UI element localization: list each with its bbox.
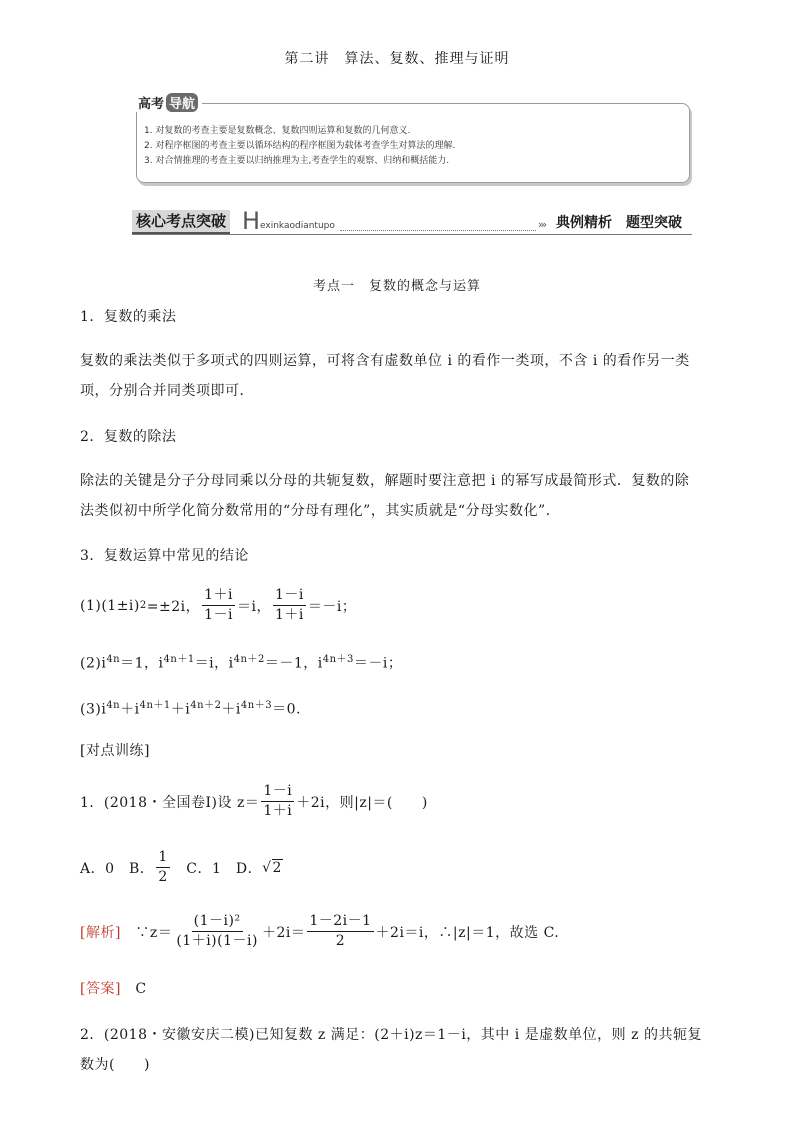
fraction [202,586,235,625]
banner-pinyin: exinkaodiantupo [260,221,335,231]
denominator: 1＋i [263,803,293,819]
banner-dotted-line [340,230,536,231]
r1-part: ＝－i； [307,598,357,615]
r1-part: (1)(1±i) [80,597,140,614]
guide-tab-label-a: 高考 [138,96,165,112]
q1-part: ＋2i，则|z|＝( ) [296,794,428,811]
numerator: 1＋i [202,586,235,606]
r2-part: ＝－1，i [264,655,323,672]
numerator: 1 [156,848,169,868]
banner-arrows-icon: ››› [538,218,546,231]
solution-part: ∵z＝ [120,924,173,941]
exam-guide-tab [134,92,202,112]
solution-1 [80,912,559,951]
r1-part: ＝i， [237,598,271,615]
r3-part: ＋i [170,701,191,718]
section-heading: 考点一 复数的概念与运算 [312,279,481,294]
fraction [273,586,306,625]
fraction [156,848,169,887]
solution-part: ＋2i＝i，∴|z|＝1，故选 C. [375,924,560,941]
s3-result-3 [80,696,301,719]
r2-sup: 4n [106,654,121,665]
r2-part: ＝1，i [120,655,164,672]
core-banner [132,207,692,236]
guide-tab-label-b: 导航 [166,93,198,112]
sqrt-value: 2 [272,860,282,876]
r3-sup: 4n [106,700,121,711]
guide-line: 2. 对程序框图的考查主要以循环结构的程序框图为载体考查学生对算法的理解. [144,141,456,151]
s1-heading: 1．复数的乘法 [80,309,177,325]
r2-sup: 4n＋2 [233,654,265,665]
r2-part: ＝－i； [353,655,403,672]
r3-part: ＋i [120,701,140,718]
fraction [307,912,373,951]
answer-1 [80,978,147,998]
s2-body-line1: 除法的关键是分子分母同乘以分母的共轭复数，解题时要注意把 i 的幂写成最简形式．复数的除 [80,473,690,489]
banner-big-letter: H [242,207,261,235]
r2-sup: 4n＋1 [163,654,195,665]
s2-body-line2: 法类似初中所学化简分数常用的“分母有理化”，其实质就是“分母实数化”. [80,503,551,519]
s3-result-2 [80,650,402,673]
guide-line: 1. 对复数的考查主要是复数概念、复数四则运算和复数的几何意义. [144,126,411,136]
banner-right-title: 典例精析 题型突破 [556,215,682,231]
s3-result-1 [80,586,356,625]
numerator: 1－i [261,782,294,802]
r3-part: ＝0. [272,701,301,718]
fraction [261,782,294,821]
r3-sup: 4n＋3 [240,700,273,711]
guide-line: 3. 对合情推理的考查主要以归纳推理为主,考查学生的观察、归纳和概括能力. [144,156,450,166]
denominator: 2 [335,933,346,949]
practice-heading: [对点训练] [80,743,150,759]
question-2-line2: 数为( ) [80,1057,150,1073]
denominator: 1－i [204,607,233,623]
question-1-options [80,848,283,887]
banner-underline [132,234,692,235]
answer-label: [答案] [80,981,121,997]
answer-value: C [120,981,147,997]
fraction [174,912,260,951]
page-title: 第二讲 算法、复数、推理与证明 [284,51,510,67]
numerator: 1－2i－1 [307,912,373,932]
q1-part: 1．(2018・全国卷Ⅰ)设 z＝ [80,794,260,811]
exam-guide-lines [144,124,455,169]
s1-body-line2: 项，分别合并同类项即可． [80,383,254,399]
r2-part: (2)i [80,655,107,672]
s2-heading: 2．复数的除法 [80,429,177,445]
r3-part: ＋i [221,701,241,718]
solution-label: [解析] [80,924,121,941]
s3-heading: 3．复数运算中常见的结论 [80,548,249,564]
question-1 [80,782,428,821]
denominator: 1＋i [274,607,304,623]
question-2-line1: 2．(2018・安徽安庆二模)已知复数 z 满足：(2＋i)z＝1－i，其中 i 是虚数单位，则 z 的共轭复 [80,1027,702,1043]
r3-sup: 4n＋2 [190,700,222,711]
q1-option-part: C．1 D． [171,860,263,877]
q1-option-part: A．0 B． [80,860,155,877]
s1-body-line1: 复数的乘法类似于多项式的四则运算，可将含有虚数单位 i 的看作一类项，不含 i 的看作另一类 [80,353,690,369]
denominator: (1＋i)(1－i) [176,933,258,949]
r2-part: ＝i，i [194,655,234,672]
numerator: (1－i)² [192,912,243,932]
solution-part: ＋2i＝ [261,924,306,941]
r2-sup: 4n＋3 [322,654,354,665]
denominator: 2 [158,869,168,885]
r3-part: (3)i [80,701,107,718]
r1-part: =±2i， [146,598,201,615]
numerator: 1－i [273,586,306,606]
banner-tag: 核心考点突破 [132,210,230,234]
sqrt-icon: √ [262,859,272,876]
r1-sup: 2 [139,600,147,611]
r3-sup: 4n＋1 [139,700,171,711]
